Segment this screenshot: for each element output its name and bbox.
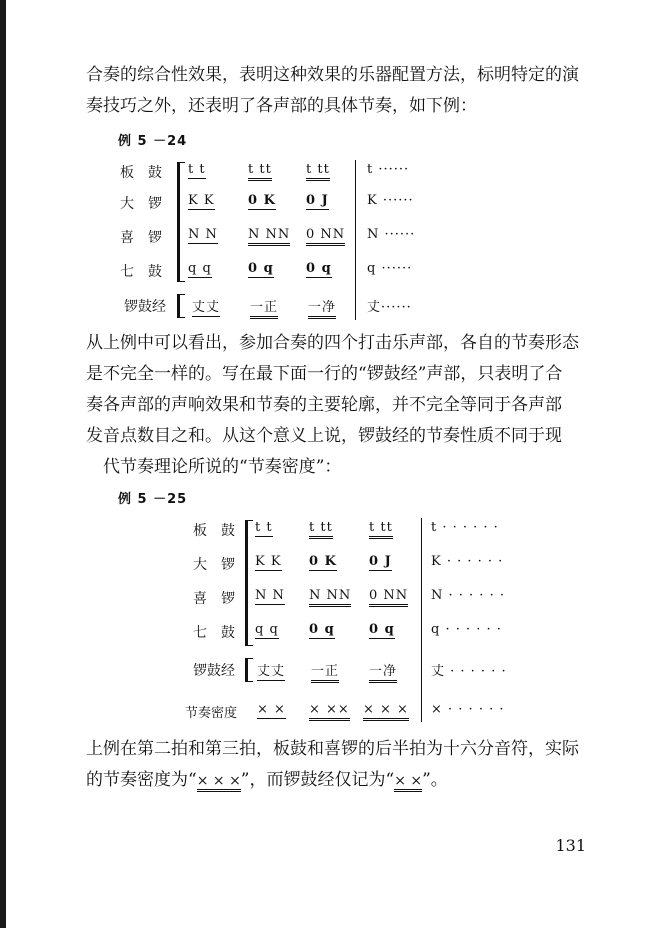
text-line: 奏各声部的声响效果和节奏的主要轮廓，并不完全等同于各声部 bbox=[86, 395, 562, 415]
text-line: 代节奏理论所说的“节奏密度”： bbox=[103, 457, 342, 477]
text-line: 发音点数目之和。从这个意义上说，锣鼓经的节奏性质不同于现 bbox=[86, 426, 562, 446]
score-bracket bbox=[177, 162, 185, 282]
beat-3: 0 J bbox=[306, 193, 329, 208]
beat-tail: t ······ bbox=[367, 162, 410, 177]
instrument-label: 喜 锣 bbox=[120, 230, 162, 246]
beat-tail: 丈······ bbox=[367, 300, 412, 315]
beat-tail: t · · · · · · bbox=[431, 520, 499, 535]
beat-2: N NN bbox=[309, 588, 351, 607]
beat-tail: 丈 · · · · · · bbox=[431, 664, 507, 679]
beat-2: 0 K bbox=[309, 554, 337, 569]
beat-2: 一正 bbox=[250, 296, 278, 319]
beat-tail: N · · · · · · bbox=[431, 588, 505, 603]
instrument-label: 板 鼓 bbox=[193, 523, 235, 539]
beat-3: 一净 bbox=[308, 296, 336, 319]
rhythm-symbol: × × bbox=[394, 773, 422, 792]
beat-tail: q ······ bbox=[367, 261, 413, 276]
beat-2: 0 q bbox=[309, 622, 335, 637]
beat-tail: K ······ bbox=[367, 193, 414, 208]
text-line: 从上例中可以看出，参加合奏的四个打击乐声部，各自的节奏形态 bbox=[86, 333, 579, 353]
beat-1: N N bbox=[188, 227, 218, 242]
beat-3: × × × bbox=[363, 702, 409, 721]
beat-1: K K bbox=[188, 193, 215, 208]
beat-3: 0 q bbox=[369, 622, 395, 637]
example-label-5-24: 例 5 －24 bbox=[118, 134, 188, 149]
instrument-label: 大 锣 bbox=[193, 557, 235, 573]
instrument-label: 七 鼓 bbox=[193, 625, 235, 641]
beat-1: N N bbox=[255, 588, 285, 603]
page-number: 131 bbox=[555, 836, 586, 855]
beat-1: t t bbox=[255, 520, 273, 535]
example-label-5-25: 例 5 －25 bbox=[118, 492, 188, 507]
beat-2: 0 K bbox=[248, 193, 276, 208]
beat-3: t tt bbox=[369, 520, 393, 539]
instrument-label: 大 锣 bbox=[120, 196, 162, 212]
beat-tail: × · · · · · · bbox=[431, 702, 505, 717]
beat-tail: N ······ bbox=[367, 227, 416, 242]
beat-1: × × bbox=[257, 702, 286, 717]
paragraph-conclusion bbox=[86, 734, 596, 797]
text-line: 是不完全一样的。写在最下面一行的“锣鼓经”声部，只表明了合 bbox=[86, 364, 563, 384]
paragraph-analysis bbox=[86, 328, 596, 483]
instrument-label: 节奏密度 bbox=[185, 706, 238, 721]
score-example-5-25 bbox=[185, 518, 515, 728]
score-bracket-luogujing bbox=[177, 294, 185, 318]
rhythm-symbol: × × × bbox=[197, 773, 241, 792]
text-line-part: 的节奏密度为“ bbox=[86, 770, 197, 790]
beat-2: N NN bbox=[248, 227, 290, 246]
beat-3: 0 J bbox=[369, 554, 392, 569]
page-edge-rule bbox=[0, 0, 6, 928]
beat-3: 一净 bbox=[369, 660, 397, 683]
score-bracket-luogujing bbox=[245, 658, 253, 682]
beat-2: × ×× bbox=[309, 702, 350, 721]
beat-tail: K · · · · · · bbox=[431, 554, 504, 569]
beat-1: q q bbox=[188, 261, 212, 276]
beat-3: 0 q bbox=[306, 261, 332, 276]
beat-tail: q · · · · · · bbox=[431, 622, 502, 637]
bar-line bbox=[355, 160, 356, 320]
text-line: 上例在第二拍和第三拍，板鼓和喜锣的后半拍为十六分音符，实际 bbox=[86, 739, 579, 759]
beat-3: 0 NN bbox=[369, 588, 408, 607]
score-bracket bbox=[245, 520, 253, 646]
paragraph-intro bbox=[86, 60, 596, 122]
beat-3: t tt bbox=[306, 162, 330, 181]
bar-line bbox=[421, 518, 422, 722]
beat-1: K K bbox=[255, 554, 282, 569]
instrument-label: 锣鼓经 bbox=[193, 663, 235, 679]
instrument-label: 七 鼓 bbox=[120, 264, 162, 280]
beat-3: 0 NN bbox=[306, 227, 345, 246]
instrument-label: 锣鼓经 bbox=[124, 299, 166, 315]
text-line-part: ”。 bbox=[422, 770, 448, 790]
beat-2: t tt bbox=[248, 162, 272, 181]
text-line: 合奏的综合性效果，表明这种效果的乐器配置方法，标明特定的演 bbox=[86, 65, 579, 85]
beat-1: t t bbox=[188, 162, 206, 177]
text-line-part: ”，而锣鼓经仅记为“ bbox=[240, 770, 395, 790]
beat-2: 一正 bbox=[311, 660, 339, 683]
text-line: 奏技巧之外，还表明了各声部的具体节奏，如下例： bbox=[86, 96, 477, 116]
instrument-label: 喜 锣 bbox=[193, 591, 235, 607]
beat-1: 丈丈 bbox=[257, 660, 285, 681]
beat-2: 0 q bbox=[248, 261, 274, 276]
score-example-5-24 bbox=[120, 160, 540, 330]
beat-1: 丈丈 bbox=[192, 296, 220, 317]
beat-1: q q bbox=[255, 622, 279, 637]
instrument-label: 板 鼓 bbox=[120, 165, 162, 181]
beat-2: t tt bbox=[309, 520, 333, 539]
